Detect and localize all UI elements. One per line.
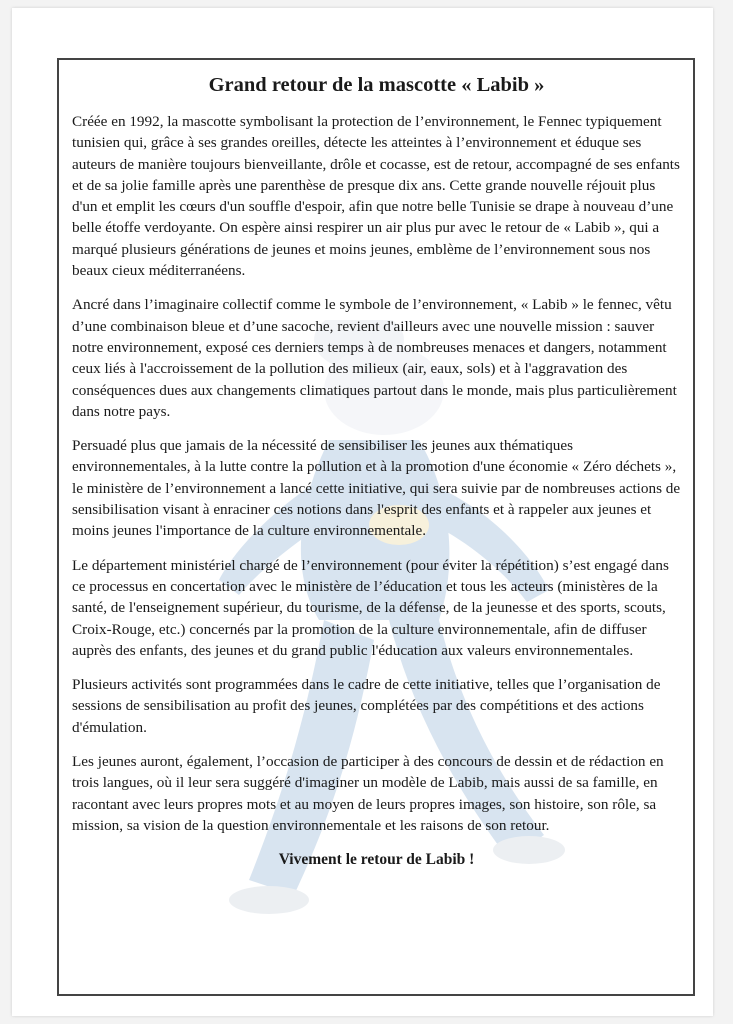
article-title: Grand retour de la mascotte « Labib » bbox=[208, 74, 545, 96]
paragraph-6: Les jeunes auront, également, l’occasion de participer à des concours de dessin et de rédaction en trois langues, où il leur sera suggéré d'imaginer un modèle de Labib, mais aussi de sa famille, en racontant avec leurs propres mots et au moyen de leurs propres images, son histoire, son rôle, sa mission, sa vision de la question environnementale et les raisons de son retour. bbox=[72, 753, 664, 834]
paragraph-1: Créée en 1992, la mascotte symbolisant la protection de l’environnement, le Fennec typiquement tunisien qui, grâce à ses grandes oreilles, détecte les atteintes à l’environnement et éduque ses auteurs de manière toujours bienveillante, drôle et cocasse, est de retour, accompagné de ses enfants et de sa jolie famille après une parenthèse de presque dix ans. Cette grande nouvelle réjouit plus d'un et emplit les cœurs d'un souffle d'espoir, afin que notre belle Tunisie se drape à nouveau d’une belle étoffe verdoyante. On espère ainsi respirer un air plus pur avec le retour de « Labib », qui a marqué plusieurs générations de jeunes et moins jeunes, emblème de l’environnement sous nos beaux cieux méditerranéens. bbox=[72, 113, 680, 280]
document-page bbox=[12, 8, 713, 1016]
paragraph-5: Plusieurs activités sont programmées dans le cadre de cette initiative, telles que l’organisation de sessions de sensibilisation au profit des jeunes, complétées par des compétitions et des actions d'émulation. bbox=[72, 676, 661, 736]
article-frame bbox=[57, 58, 695, 996]
paragraph-2: Ancré dans l’imaginaire collectif comme le symbole de l’environnement, « Labib » le fennec, vêtu d’une combinaison bleue et d’une sacoche, revient d'ailleurs avec une nouvelle mission : sauver notre environnement, exposé ces derniers temps à de nombreuses menaces et dangers, notamment ceux liés à l'accroissement de la pollution des milieux (air, eaux, sols) et à l'aggravation des conséquences dues aux changements climatiques partout dans le monde, mais plus particulièrement dans notre pays. bbox=[72, 296, 677, 420]
closing-line: Vivement le retour de Labib ! bbox=[278, 851, 475, 869]
paragraph-4: Le département ministériel chargé de l’environnement (pour éviter la répétition) s’est engagé dans ce processus en concertation avec le ministère de l’éducation et tous les acteurs (ministères de la santé, de l'enseignement supérieur, du tourisme, de la défense, de la jeunesse et des sports, scouts, Croix-Rouge, etc.) concernés par la promotion de la culture environnementale, afin de diffuser auprès des enfants, des jeunes et du grand public l'éducation aux valeurs environnementales. bbox=[72, 556, 669, 659]
paragraph-3: Persuadé plus que jamais de la nécessité de sensibiliser les jeunes aux thématiques environnementales, à la lutte contre la pollution et à la promotion d'une économie « Zéro déchets », le ministère de l’environnement a lancé cette initiative, qui sera suivie par de nombreuses actions de sensibilisation visant à enraciner ces notions dans l'esprit des enfants et à rappeler aux jeunes et moins jeunes l'importance de la culture environnementale. bbox=[72, 437, 681, 540]
